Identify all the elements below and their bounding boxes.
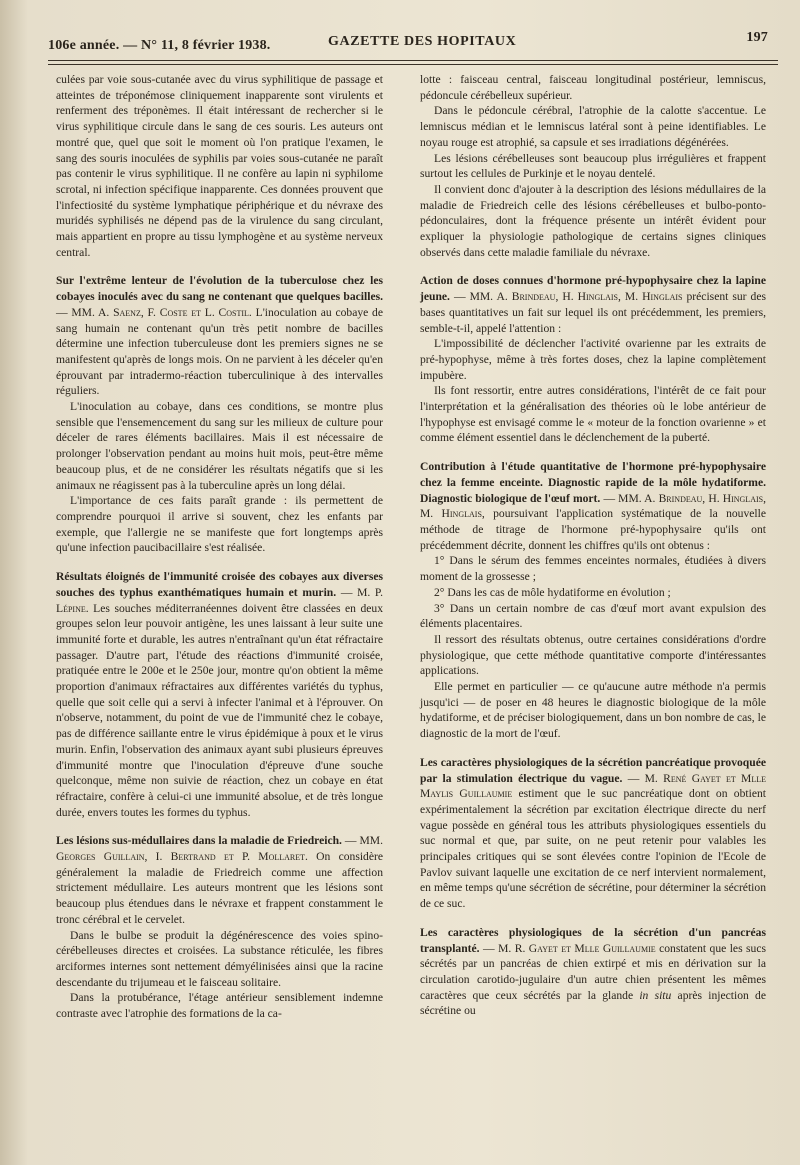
- article-authors: — M. R. Gayet et Mlle Guillaumie: [479, 941, 656, 955]
- numbered-list: [420, 553, 766, 632]
- article-paragraph: [420, 273, 766, 336]
- article-text: L'inoculation au cobaye de sang humain ne contenant qu'un très petit nombre de bacilles détermine une infection tuberculeuse dont les premiers signes ne se manifestent qu'après de longs mois. On ne parvient à les déceler qu'en éprouvant par intradermo-réaction tuberculinique à des intervalles réguliers.: [56, 305, 383, 398]
- paragraph: lotte : faisceau central, faisceau longitudinal postérieur, lemniscus, pédoncule cérébelleux supérieur.: [420, 73, 766, 102]
- article-text: constatent que les sucs sécrétés par un pancréas de chien extirpé et mis en dérivation sur la circulation carotido-jugulaire d'un autre chien présentent les mêmes caractères que ceux sécrétés par la glande: [420, 941, 766, 1002]
- article-paragraph: [420, 755, 766, 912]
- article-secretion-vague: [420, 755, 766, 912]
- article-title: Résultats éloignés de l'immunité croisée des cobayes aux diverses souches des typhus exanthématiques humain et murin.: [56, 570, 383, 599]
- article-text-italic: in situ: [639, 988, 672, 1002]
- left-column: [56, 72, 383, 1022]
- article-authors: — M. P. Lépine.: [56, 585, 383, 615]
- article-tuberculose: [56, 273, 383, 556]
- article-pancreas-transplante: [420, 925, 766, 1019]
- article-title: Les lésions sus-médullaires dans la maladie de Friedreich.: [56, 834, 342, 848]
- paragraph: culées par voie sous-cutanée avec du virus syphilitique de passage et atteintes de tréponémose cliniquement inapparente sont virulents et renferment des tréponèmes. Il était intéressant de rechercher si le virus syphilitique circule dans le sang de ces souris. Les auteurs ont montré que, quel que soit le moment où l'on pratique l'examen, le sang des souris inoculées de syphilis par voies sous-cutanée ne paraît pas contenir le virus syphilitique. Il ne confère au lapin ni syphilome scrotal, ni infection spécifique inapparente. Ces données prouvent que l'infectiosité du système lymphatique périphérique et du névraxe des muridés syphilisés ne dépend pas de la virulence du sang circulant, mais appartient en propre au tissu lymphogène et au système nerveux central.: [56, 73, 383, 259]
- article-text: poursuivant l'application systématique de la nouvelle méthode de titrage de l'hormone pré-hypophysaire qu'ils ont précédemment décrite, donnent les chiffres qu'ils ont obtenus :: [420, 507, 767, 552]
- article-text: précisent sur des bases quantitatives un fait sur lequel ils ont précédemment, les premiers, semble-t-il, appelé l'attention :: [420, 290, 766, 335]
- article-authors: — M. René Gayet et Mlle Maylis Guillaumie: [420, 771, 766, 801]
- issue-info: 106e année. — N° 11, 8 février 1938.: [48, 38, 271, 53]
- paragraph: Il ressort des résultats obtenus, outre certaines considérations d'ordre physiologique, que cette méthode quantitative comporte d'intéressantes applications.: [420, 632, 766, 678]
- paragraph: Elle permet en particulier — ce qu'aucune autre méthode n'a permis jusqu'ici — de poser en 48 heures le diagnostic biologique de la môle hydatiforme, et de préciser biologiquement, dans un bon nombre de cas, le diagnostic de la mort de l'œuf.: [420, 680, 766, 741]
- list-item: 1° Dans le sérum des femmes enceintes normales, étudiées à divers moment de la grossesse ;: [420, 554, 766, 584]
- article-title: Contribution à l'étude quantitative de l'hormone pré-hypophysaire chez la femme enceinte. Diagnostic rapide de la môle hydatiforme. Diagnostic biologique de l'œuf mort.: [420, 460, 766, 505]
- page-header: [48, 30, 768, 56]
- article-title: Action de doses connues d'hormone pré-hypophysaire chez la lapine jeune.: [420, 274, 766, 304]
- paragraph: Les lésions cérébelleuses sont beaucoup plus irrégulières et frappent surtout les cellules de Purkinje et le noyau dentelé.: [420, 151, 766, 181]
- article-hormone-lapine: [420, 273, 766, 446]
- article-paragraph: [56, 569, 383, 820]
- article-hormone-femme-enceinte: [420, 459, 766, 742]
- article-text: Les souches méditerranéennes doivent être classées en deux groupes selon leur pouvoir antigène, les unes laissant à leur suite une immunité forte et durable, les autres n'entraînant qu'un état réfractaire passager. D'autre part, l'étude des réactions d'immunité croisée, pratiquée entre le 200e et le 250e jour, montre qu'on obtient la même proportion d'animaux réfractaires aux différentes variétés du typhus, quelle que soit celle qui a servi à infecter l'animal et à l'éprouver. On n'observe, notamment, du point de vue de l'immunité chez le cobaye, pas de différence saillante entre le virus épidémique à poux et le virus murin. Enfin, l'observation des animaux ayant subi plusieurs épreuves d'immunité montre que l'inoculation d'épreuve d'une souche quelconque, même non suivie de réaction, chez un cobaye en état réfractaire, confère à celui-ci une immunité absolue, et de très longue durée, envers toutes les formes du typhus.: [56, 601, 383, 819]
- paragraph: L'impossibilité de déclencher l'activité ovarienne par les extraits de pré-hypophyse, même à très fortes doses, chez la lapine complètement impubère.: [420, 337, 766, 382]
- paragraph: Ils font ressortir, entre autres considérations, l'intérêt de ce fait pour l'interprétation et la généralisation des théories où le lobe antérieur de l'hypophyse est envisagé comme le « moteur de la fonction ovarienne » et comme élément essentiel dans le déclenchement de la puberté.: [420, 384, 766, 445]
- paragraph: Dans le bulbe se produit la dégénérescence des voies spino-cérébelleuses directes et croisées. La substance réticulée, les fibres arciformes internes sont nettement démyélinisées ainsi que la racine descendante du trijumeau et le faisceau solitaire.: [56, 928, 383, 989]
- article-text: estiment que le suc pancréatique dont on obtient expérimentalement la sécrétion par excitation électrique directe du nerf vague possède en général tous les attributs physiologiques essentiels du suc normal et que, par suite, on ne peut retenir pour valables les principales critiques qui se sont élevées contre l'opinion de l'Ecole de Pavlov suivant laquelle une excitation de ce nerf intervient normalement, en même temps qu'une sécrétion de sécrétine, pour déterminer la sécrétion de ce suc.: [420, 787, 767, 911]
- article-authors: — MM. Georges Guillain, I. Bertrand et P. Mollaret.: [56, 834, 383, 864]
- paragraph: Il convient donc d'ajouter à la description des lésions médullaires de la maladie de Friedreich celle des lésions cérébelleuses et bulbo-ponto-pédonculaires, dont la fréquence présente un intérêt évident pour expliquer la physiologie pathologique de certains signes cliniques observés dans cette maladie familiale du névraxe.: [420, 182, 766, 259]
- article-paragraph: [56, 833, 383, 927]
- article-title: Sur l'extrême lenteur de l'évolution de la tuberculose chez les cobayes inoculés avec du sang ne contenant que quelques bacilles.: [56, 274, 383, 304]
- article-authors: — MM. A. Brindeau, H. Hinglais, M. Hinglais,: [420, 491, 766, 521]
- article-typhus: [56, 569, 383, 820]
- list-item: 2° Dans les cas de môle hydatiforme en évolution ;: [434, 585, 671, 599]
- paragraph: L'inoculation au cobaye, dans ces conditions, se montre plus sensible que l'ensemencement du sang sur les milieux de culture pour déceler de rares éléments bacillaires. Mais il est nécessaire de prolonger l'observation pendant au moins huit mois, peut-être même beaucoup plus, et de ne considérer les résultats négatifs que si les animaux ne réagissent pas à la tuberculine après un long délai.: [56, 400, 383, 492]
- journal-title: GAZETTE DES HOPITAUX: [328, 34, 517, 49]
- list-item: 3° Dans un certain nombre de cas d'œuf mort avant expulsion des éléments placentaires.: [420, 601, 766, 631]
- right-column: [420, 72, 766, 1019]
- paragraph: L'importance de ces faits paraît grande : ils permettent de comprendre pourquoi il arrive si souvent, chez les enfants par exemple, que l'allergie ne se manifeste que fort longtemps après qu'une infection paucibacillaire s'est réalisée.: [56, 494, 383, 555]
- page-number: 197: [746, 30, 768, 45]
- article-paragraph: [420, 459, 766, 553]
- article-text: après injection de sécrétine ou: [420, 988, 766, 1018]
- article-paragraph: [56, 273, 383, 399]
- article-paragraph: [420, 925, 766, 1019]
- article-title: Les caractères physiologiques de la sécrétion pancréatique provoquée par la stimulation électrique du vague.: [420, 755, 766, 785]
- header-rule-thin: [48, 64, 778, 65]
- article-title: Les caractères physiologiques de la sécrétion d'un pancréas transplanté.: [420, 925, 766, 955]
- article-text: On considère généralement la maladie de Friedreich comme une affection strictement médullaire. Les auteurs montrent que les lésions sont beaucoup plus étendues dans le névraxe et frappent constamment le tronc cérébral et le cervelet.: [56, 850, 383, 926]
- paragraph: Dans le pédoncule cérébral, l'atrophie de la calotte s'accentue. Le lemniscus médian et le lemniscus latéral sont à peine identifiables. Le noyau rouge est atrophié, sa capsule et ses irradiations dégénérées.: [420, 104, 766, 149]
- article-friedreich: [56, 833, 383, 1021]
- header-rule: [48, 60, 778, 61]
- article-authors: — MM. A. Saenz, F. Coste et L. Costil.: [56, 305, 252, 319]
- paragraph: Dans la protubérance, l'étage antérieur sensiblement indemne contraste avec l'atrophie des formations de la ca-: [56, 991, 383, 1021]
- article-authors: — MM. A. Brindeau, H. Hinglais, M. Hinglais: [449, 290, 683, 304]
